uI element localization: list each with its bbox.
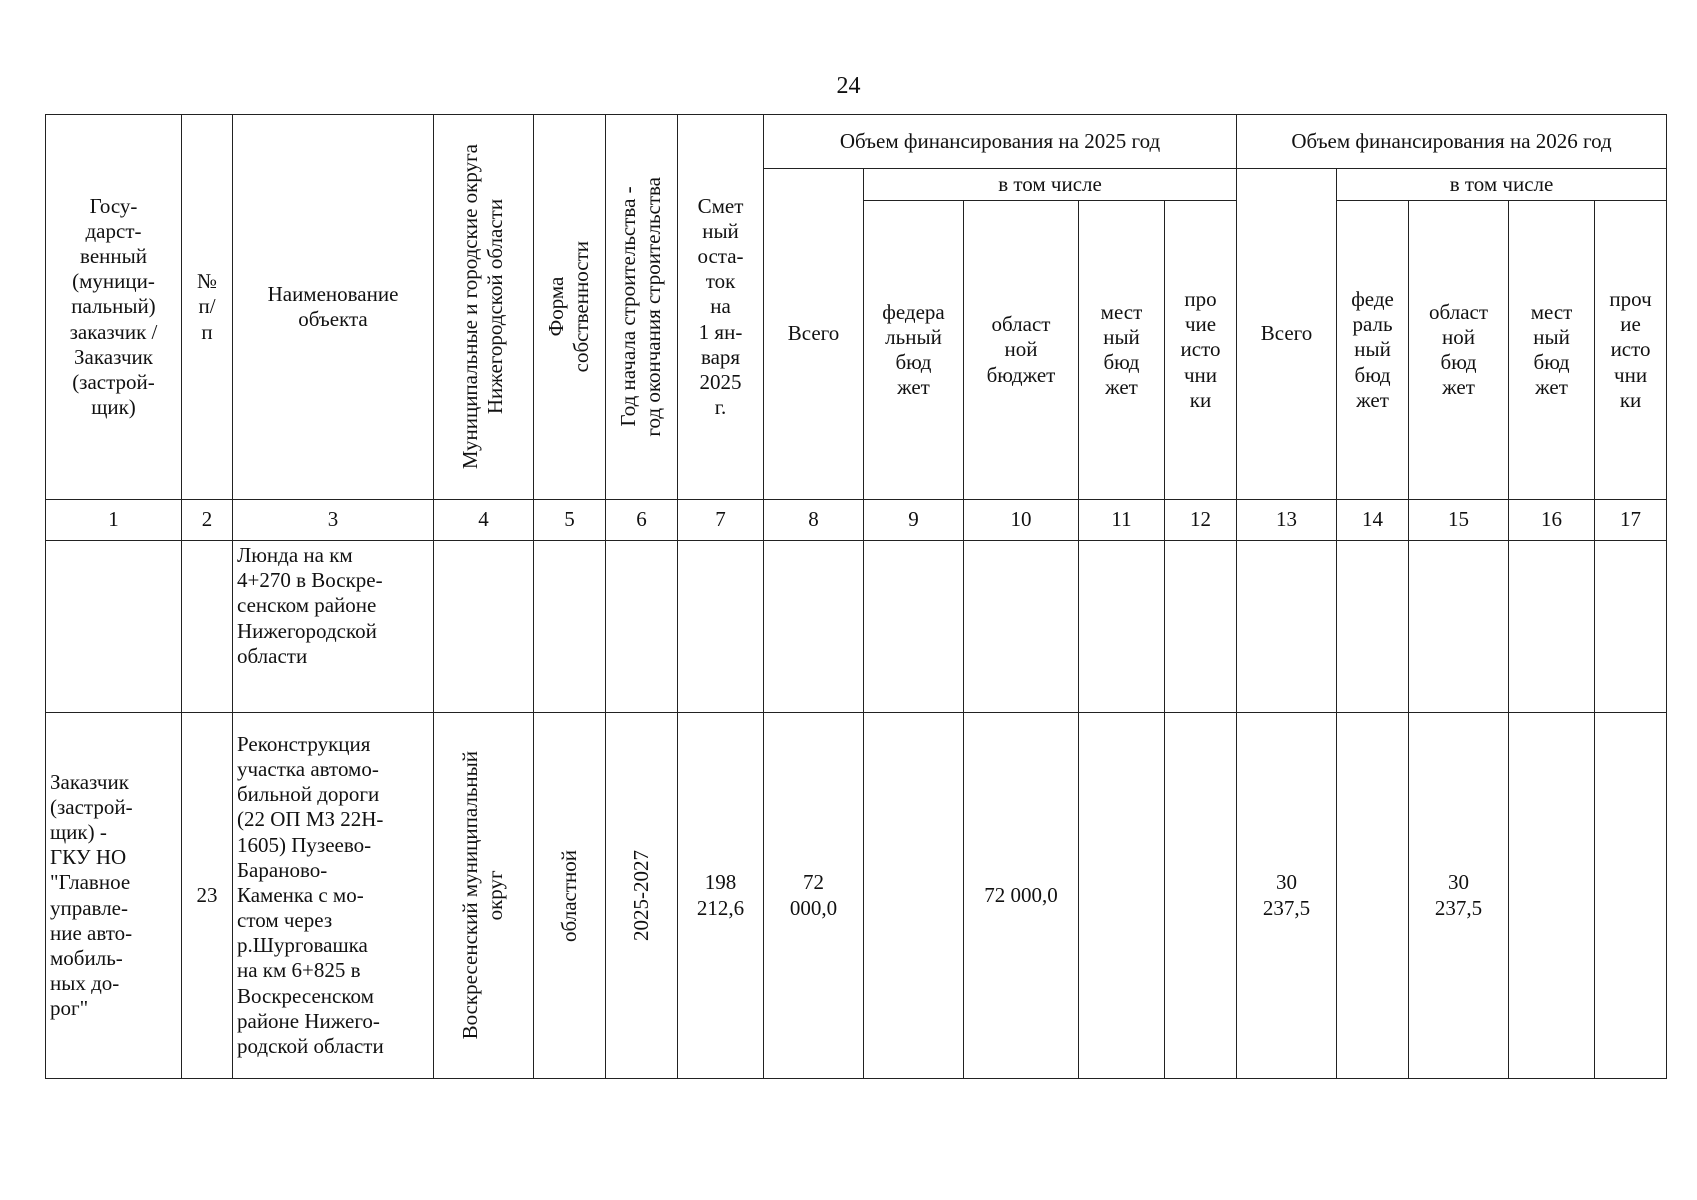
header-years — [606, 115, 678, 500]
column-number: 11 — [1079, 500, 1165, 541]
local-2025-cell — [1079, 541, 1165, 713]
object-name-cell: Реконструкция участка автомо- бильной дороги (22 ОП МЗ 22Н- 1605) Пузеево- Бараново- Каменка с мо- стом через р.Шурговашка на км 6+825 в Воскресенском районе Нижего- родской области — [233, 713, 434, 1079]
federal-2025-cell — [864, 541, 964, 713]
number-cell: 23 — [182, 713, 233, 1079]
total-2025-cell — [764, 541, 864, 713]
federal-2025-cell — [864, 713, 964, 1079]
column-number: 12 — [1165, 500, 1237, 541]
header-ownership — [534, 115, 606, 500]
district-cell — [434, 713, 534, 1079]
regional-2025-cell: 72 000,0 — [964, 713, 1079, 1079]
header-regional-2025: област ной бюджет — [964, 201, 1079, 500]
other-2026-cell — [1595, 541, 1667, 713]
column-number: 3 — [233, 500, 434, 541]
column-number: 10 — [964, 500, 1079, 541]
column-number: 9 — [864, 500, 964, 541]
total-2026-cell: 30 237,5 — [1237, 713, 1337, 1079]
column-number: 13 — [1237, 500, 1337, 541]
federal-2026-cell — [1337, 541, 1409, 713]
district-text: Воскресенский муниципальный округ — [458, 751, 508, 1040]
other-2025-cell — [1165, 541, 1237, 713]
header-regional-2026: област ной бюд жет — [1409, 201, 1509, 500]
column-number: 1 — [46, 500, 182, 541]
page-number: 24 — [836, 73, 861, 99]
other-2026-cell — [1595, 713, 1667, 1079]
header-object-name: Наименование объекта — [233, 115, 434, 500]
header-districts — [434, 115, 534, 500]
regional-2025-cell — [964, 541, 1079, 713]
table-row — [46, 713, 1667, 1079]
customer-cell — [46, 541, 182, 713]
column-number: 8 — [764, 500, 864, 541]
column-number: 2 — [182, 500, 233, 541]
header-including-2025: в том числе — [864, 169, 1237, 201]
federal-2026-cell — [1337, 713, 1409, 1079]
column-number: 14 — [1337, 500, 1409, 541]
column-number: 5 — [534, 500, 606, 541]
header-total-2026: Всего — [1237, 169, 1337, 500]
header-row-number: № п/ п — [182, 115, 233, 500]
years-cell — [606, 713, 678, 1079]
ownership-cell — [534, 713, 606, 1079]
customer-cell: Заказчик (застрой- щик) - ГКУ НО "Главное управле- ние авто- мобиль- ных до- рог" — [46, 713, 182, 1079]
column-number: 15 — [1409, 500, 1509, 541]
column-number: 16 — [1509, 500, 1595, 541]
header-financing-2026: Объем финансирования на 2026 год — [1237, 115, 1667, 169]
number-cell — [182, 541, 233, 713]
local-2026-cell — [1509, 713, 1595, 1079]
header-years-text: Год начала строительства - год окончания строительства — [616, 177, 666, 437]
object-name-cell: Люнда на км 4+270 в Воскре- сенском районе Нижегородской области — [233, 541, 434, 713]
header-federal-2026: феде раль ный бюд жет — [1337, 201, 1409, 500]
regional-2026-cell — [1409, 541, 1509, 713]
years-cell — [606, 541, 678, 713]
header-other-2025: про чие исто чни ки — [1165, 201, 1237, 500]
ownership-cell — [534, 541, 606, 713]
regional-2026-cell: 30 237,5 — [1409, 713, 1509, 1079]
column-number: 6 — [606, 500, 678, 541]
local-2025-cell — [1079, 713, 1165, 1079]
header-local-2026: мест ный бюд жет — [1509, 201, 1595, 500]
header-estimate: Смет ный оста- ток на 1 ян- варя 2025 г. — [678, 115, 764, 500]
column-numbers-row — [46, 500, 1667, 541]
years-text: 2025-2027 — [628, 850, 653, 941]
local-2026-cell — [1509, 541, 1595, 713]
header-local-2025: мест ный бюд жет — [1079, 201, 1165, 500]
header-districts-text: Муниципальные и городские округа Нижегородской области — [458, 144, 508, 470]
header-financing-2025: Объем финансирования на 2025 год — [764, 115, 1237, 169]
header-total-2025: Всего — [764, 169, 864, 500]
header-customer: Госу- дарст- венный (муници- пальный) заказчик / Заказчик (застрой- щик) — [46, 115, 182, 500]
financing-table — [45, 114, 1667, 1079]
column-number: 17 — [1595, 500, 1667, 541]
other-2025-cell — [1165, 713, 1237, 1079]
estimate-cell: 198 212,6 — [678, 713, 764, 1079]
header-including-2026: в том числе — [1337, 169, 1667, 201]
estimate-cell — [678, 541, 764, 713]
total-2025-cell: 72 000,0 — [764, 713, 864, 1079]
ownership-text: областной — [556, 849, 581, 942]
header-other-2026: проч ие исто чни ки — [1595, 201, 1667, 500]
column-number: 4 — [434, 500, 534, 541]
total-2026-cell — [1237, 541, 1337, 713]
header-ownership-text: Форма собственности — [544, 241, 594, 373]
header-federal-2025: федера льный бюд жет — [864, 201, 964, 500]
district-cell — [434, 541, 534, 713]
table-row — [46, 541, 1667, 713]
column-number: 7 — [678, 500, 764, 541]
